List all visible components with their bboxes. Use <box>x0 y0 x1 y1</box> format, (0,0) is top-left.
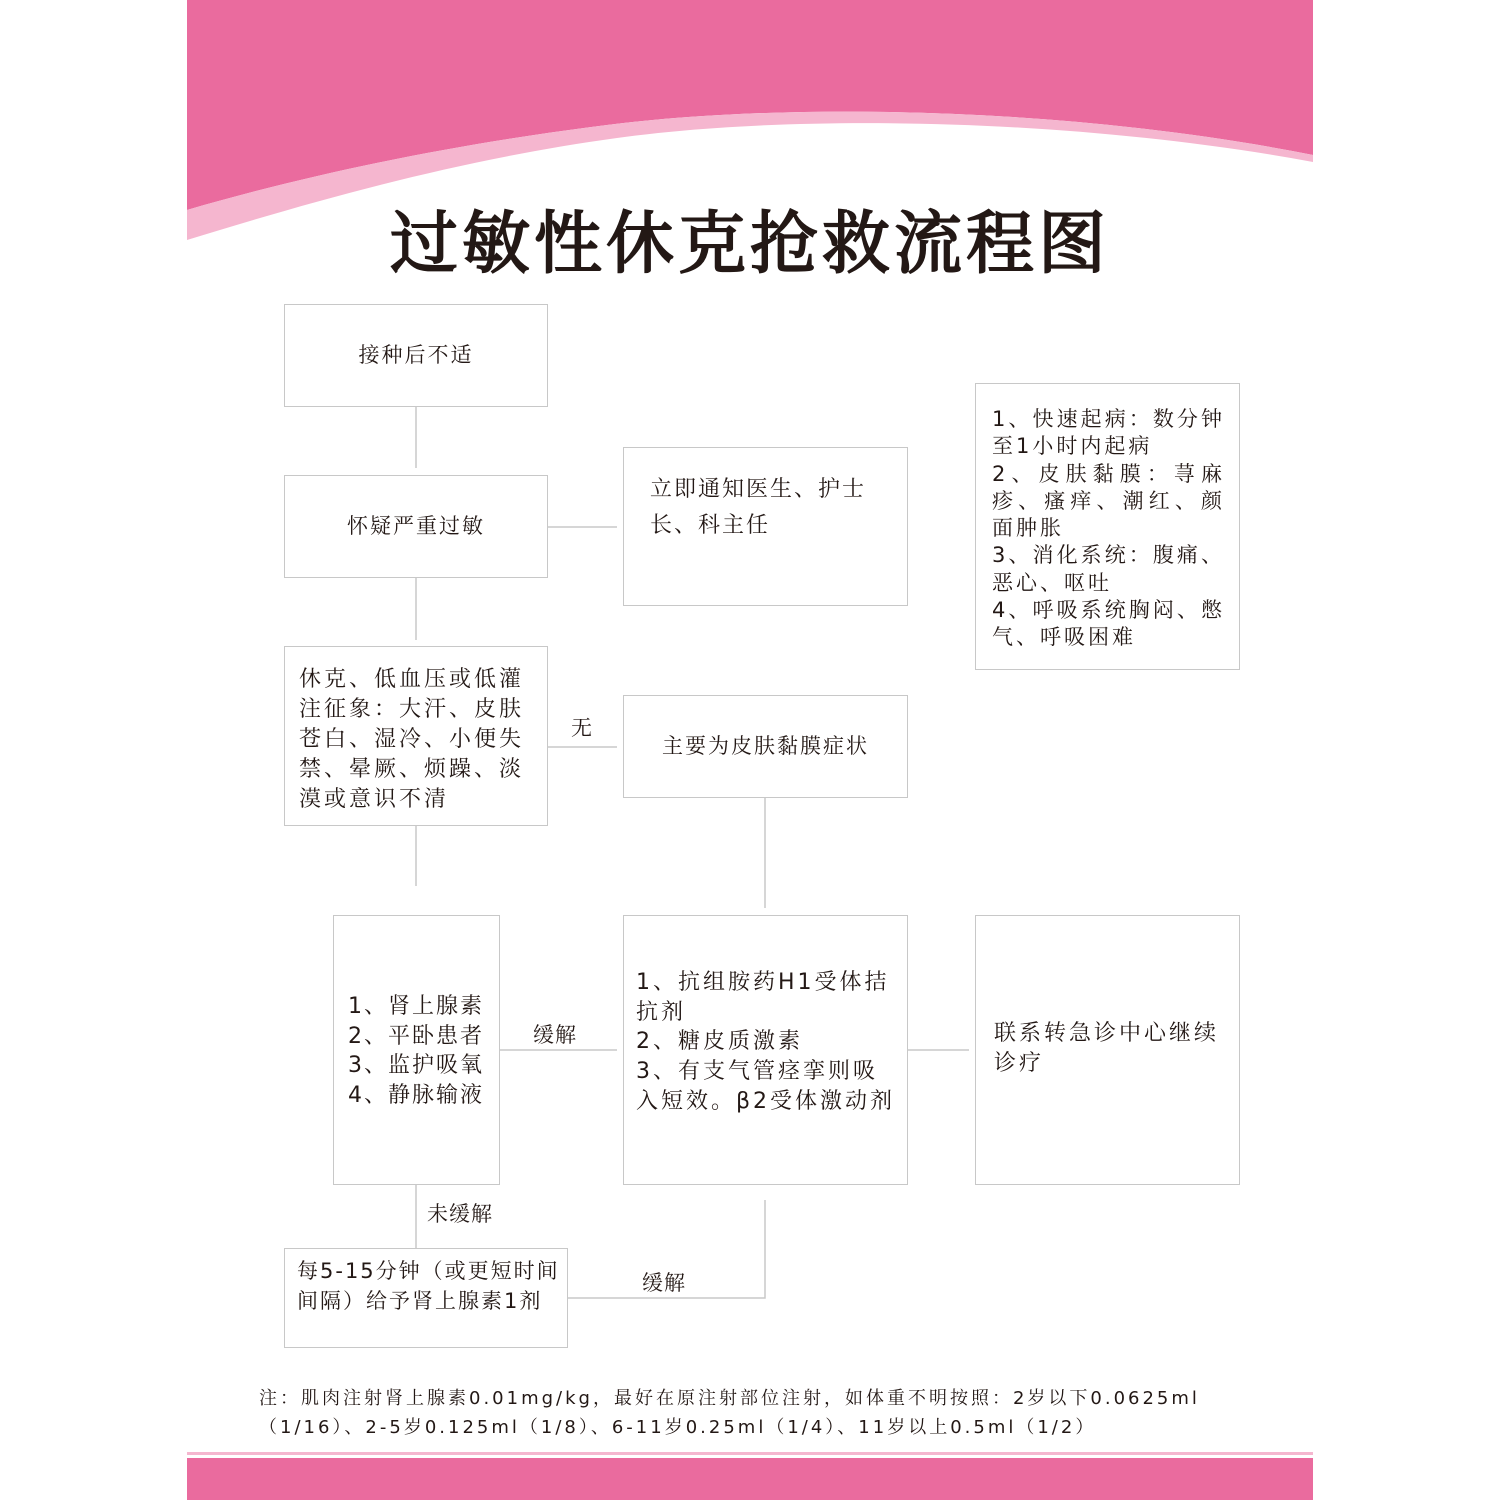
symptom-item: 4、呼吸系统胸闷、憋气、呼吸困难 <box>992 598 1225 650</box>
drug-item: 2、糖皮质激素 <box>636 1029 803 1055</box>
node-skin-only-text: 主要为皮肤黏膜症状 <box>662 733 869 758</box>
node-notify-staff <box>623 447 908 606</box>
first-aid-item: 1、肾上腺素 <box>348 994 484 1019</box>
symptom-item: 2、皮肤黏膜：荨麻疹、瘙痒、潮红、颜面肿胀 <box>992 461 1225 541</box>
drug-item: 3、有支气管痉挛则吸入短效。β2受体激动剂 <box>636 1059 896 1114</box>
node-transfer-text: 联系转急诊中心继续诊疗 <box>994 1021 1220 1076</box>
footer-banner <box>187 1458 1313 1500</box>
poster <box>187 0 1313 1500</box>
footer-stripe <box>187 1452 1313 1455</box>
edge-label-relieved-2: 缓解 <box>642 1271 686 1295</box>
drug-item: 1、抗组胺药H1受体拮抗剂 <box>636 970 890 1025</box>
node-repeat-dose <box>284 1248 568 1348</box>
node-drugs <box>623 915 908 1185</box>
node-symptoms <box>975 383 1240 670</box>
node-discomfort <box>284 304 548 407</box>
first-aid-item: 3、监护吸氧 <box>348 1053 484 1079</box>
edge-label-none: 无 <box>571 716 593 740</box>
symptom-item: 3、消化系统：腹痛、恶心、呕吐 <box>992 543 1225 595</box>
page-title: 过敏性休克抢救流程图 <box>389 204 1110 284</box>
edge-label-relieved: 缓解 <box>533 1023 577 1047</box>
edge-label-not-relieved: 未缓解 <box>427 1202 493 1226</box>
node-first-aid <box>333 915 500 1185</box>
node-skin-only <box>623 695 908 798</box>
node-suspect-allergy-text: 怀疑严重过敏 <box>347 513 485 538</box>
node-notify-staff-text: 立即通知医生、护士长、科主任 <box>650 477 867 539</box>
first-aid-item: 4、静脉输液 <box>348 1083 484 1109</box>
node-discomfort-text: 接种后不适 <box>358 342 474 367</box>
node-suspect-allergy <box>284 475 548 578</box>
right-margin <box>1313 0 1500 1500</box>
dosage-note: 注：肌肉注射肾上腺素0.01mg/kg，最好在原注射部位注射，如体重不明按照：2岁以下0.0625ml（1/16）、2-5岁0.125ml（1/8）、6-11岁0.25ml（1/4）、11岁以上0.5ml（1/2） <box>259 1388 1200 1438</box>
node-shock-signs-text: 休克、低血压或低灌注征象：大汗、皮肤苍白、湿冷、小便失禁、晕厥、烦躁、淡漠或意识不清 <box>299 667 525 812</box>
first-aid-item: 2、平卧患者 <box>348 1023 484 1049</box>
node-shock-signs <box>284 646 548 826</box>
node-repeat-dose-text: 每5-15分钟（或更短时间间隔）给予肾上腺素1剂 <box>297 1259 560 1313</box>
symptom-item: 1、快速起病：数分钟至1小时内起病 <box>992 407 1225 459</box>
node-transfer <box>975 915 1240 1185</box>
left-margin <box>0 0 187 1500</box>
